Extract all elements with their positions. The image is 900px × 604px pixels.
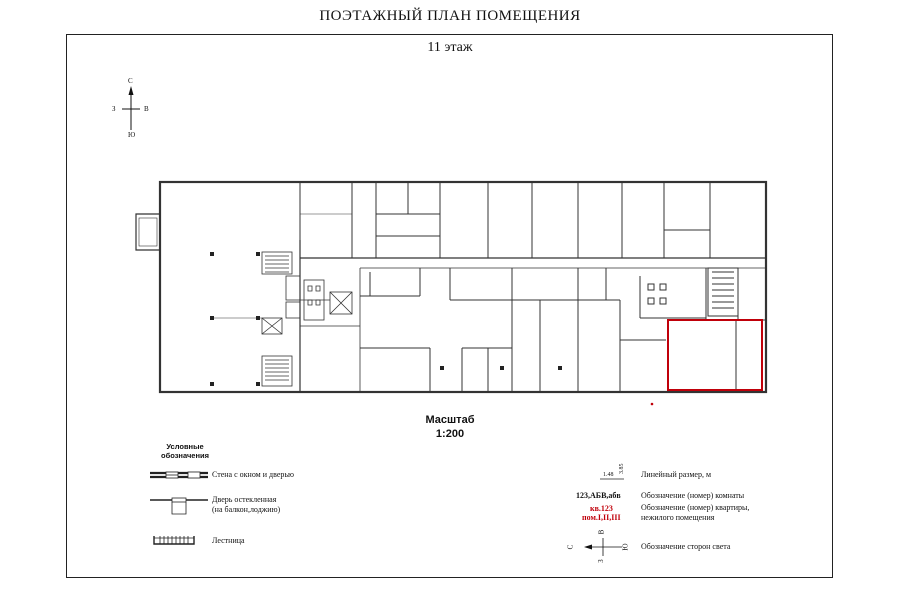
wall-window-door-symbol-icon — [150, 472, 208, 478]
dimension-label: Линейный размер, м — [641, 470, 712, 479]
apartment-code: кв.123 — [590, 504, 613, 513]
cardinal-south-label: Ю — [621, 543, 630, 551]
scale-value: 1:200 — [435, 428, 465, 440]
legend-glazed-door-label — [212, 495, 280, 515]
cardinal-west-label: З — [596, 559, 605, 563]
room-label: Обозначение (номер) комнаты — [641, 491, 745, 500]
stair-core — [262, 252, 360, 392]
compass-east-label: В — [144, 105, 149, 113]
compass-south-label: Ю — [128, 131, 136, 139]
dimension-value-2: 3.85 — [619, 463, 625, 474]
page-title: ПОЭТАЖНЫЙ ПЛАН ПОМЕЩЕНИЯ — [319, 8, 581, 24]
floor-label: 11 этаж — [427, 40, 473, 55]
glazed-door-symbol-icon — [150, 498, 208, 514]
dimension-value-1: 1.48 — [603, 472, 614, 478]
legend-glazed-door-line1: Дверь остекленная — [212, 495, 277, 504]
apartment-label-line1: Обозначение (номер) квартиры, — [641, 503, 750, 512]
compass-west-label: З — [112, 105, 116, 113]
legend-glazed-door-line2: (на балкон,лоджию) — [212, 505, 281, 514]
scale-title: Масштаб — [425, 414, 475, 426]
dimension-line-icon — [600, 478, 626, 482]
cardinal-north-label: С — [566, 544, 575, 550]
legend-title — [148, 442, 222, 460]
cardinal-label: Обозначение сторон света — [641, 542, 731, 551]
highlighted-premises — [668, 320, 762, 390]
premises-code: пом.I,II,III — [582, 513, 621, 522]
legend-stair-label: Лестница — [212, 536, 245, 545]
south-rooms — [214, 268, 766, 392]
balcony — [136, 214, 160, 250]
building-outline — [160, 182, 766, 392]
apartment-label-line2: нежилого помещения — [641, 513, 715, 522]
stair-symbol-icon — [154, 536, 194, 544]
compass-north-label: С — [128, 77, 133, 85]
legend-wall-label: Стена с окном и дверью — [212, 470, 294, 479]
legend-symbols — [148, 466, 210, 556]
legend-title-line1: Условные — [166, 442, 204, 451]
legend-title-line2: обозначения — [161, 451, 209, 460]
room-code: 123,АБВ,абв — [576, 491, 621, 500]
north-rooms — [300, 182, 710, 258]
cardinal-east-label: В — [597, 529, 606, 535]
